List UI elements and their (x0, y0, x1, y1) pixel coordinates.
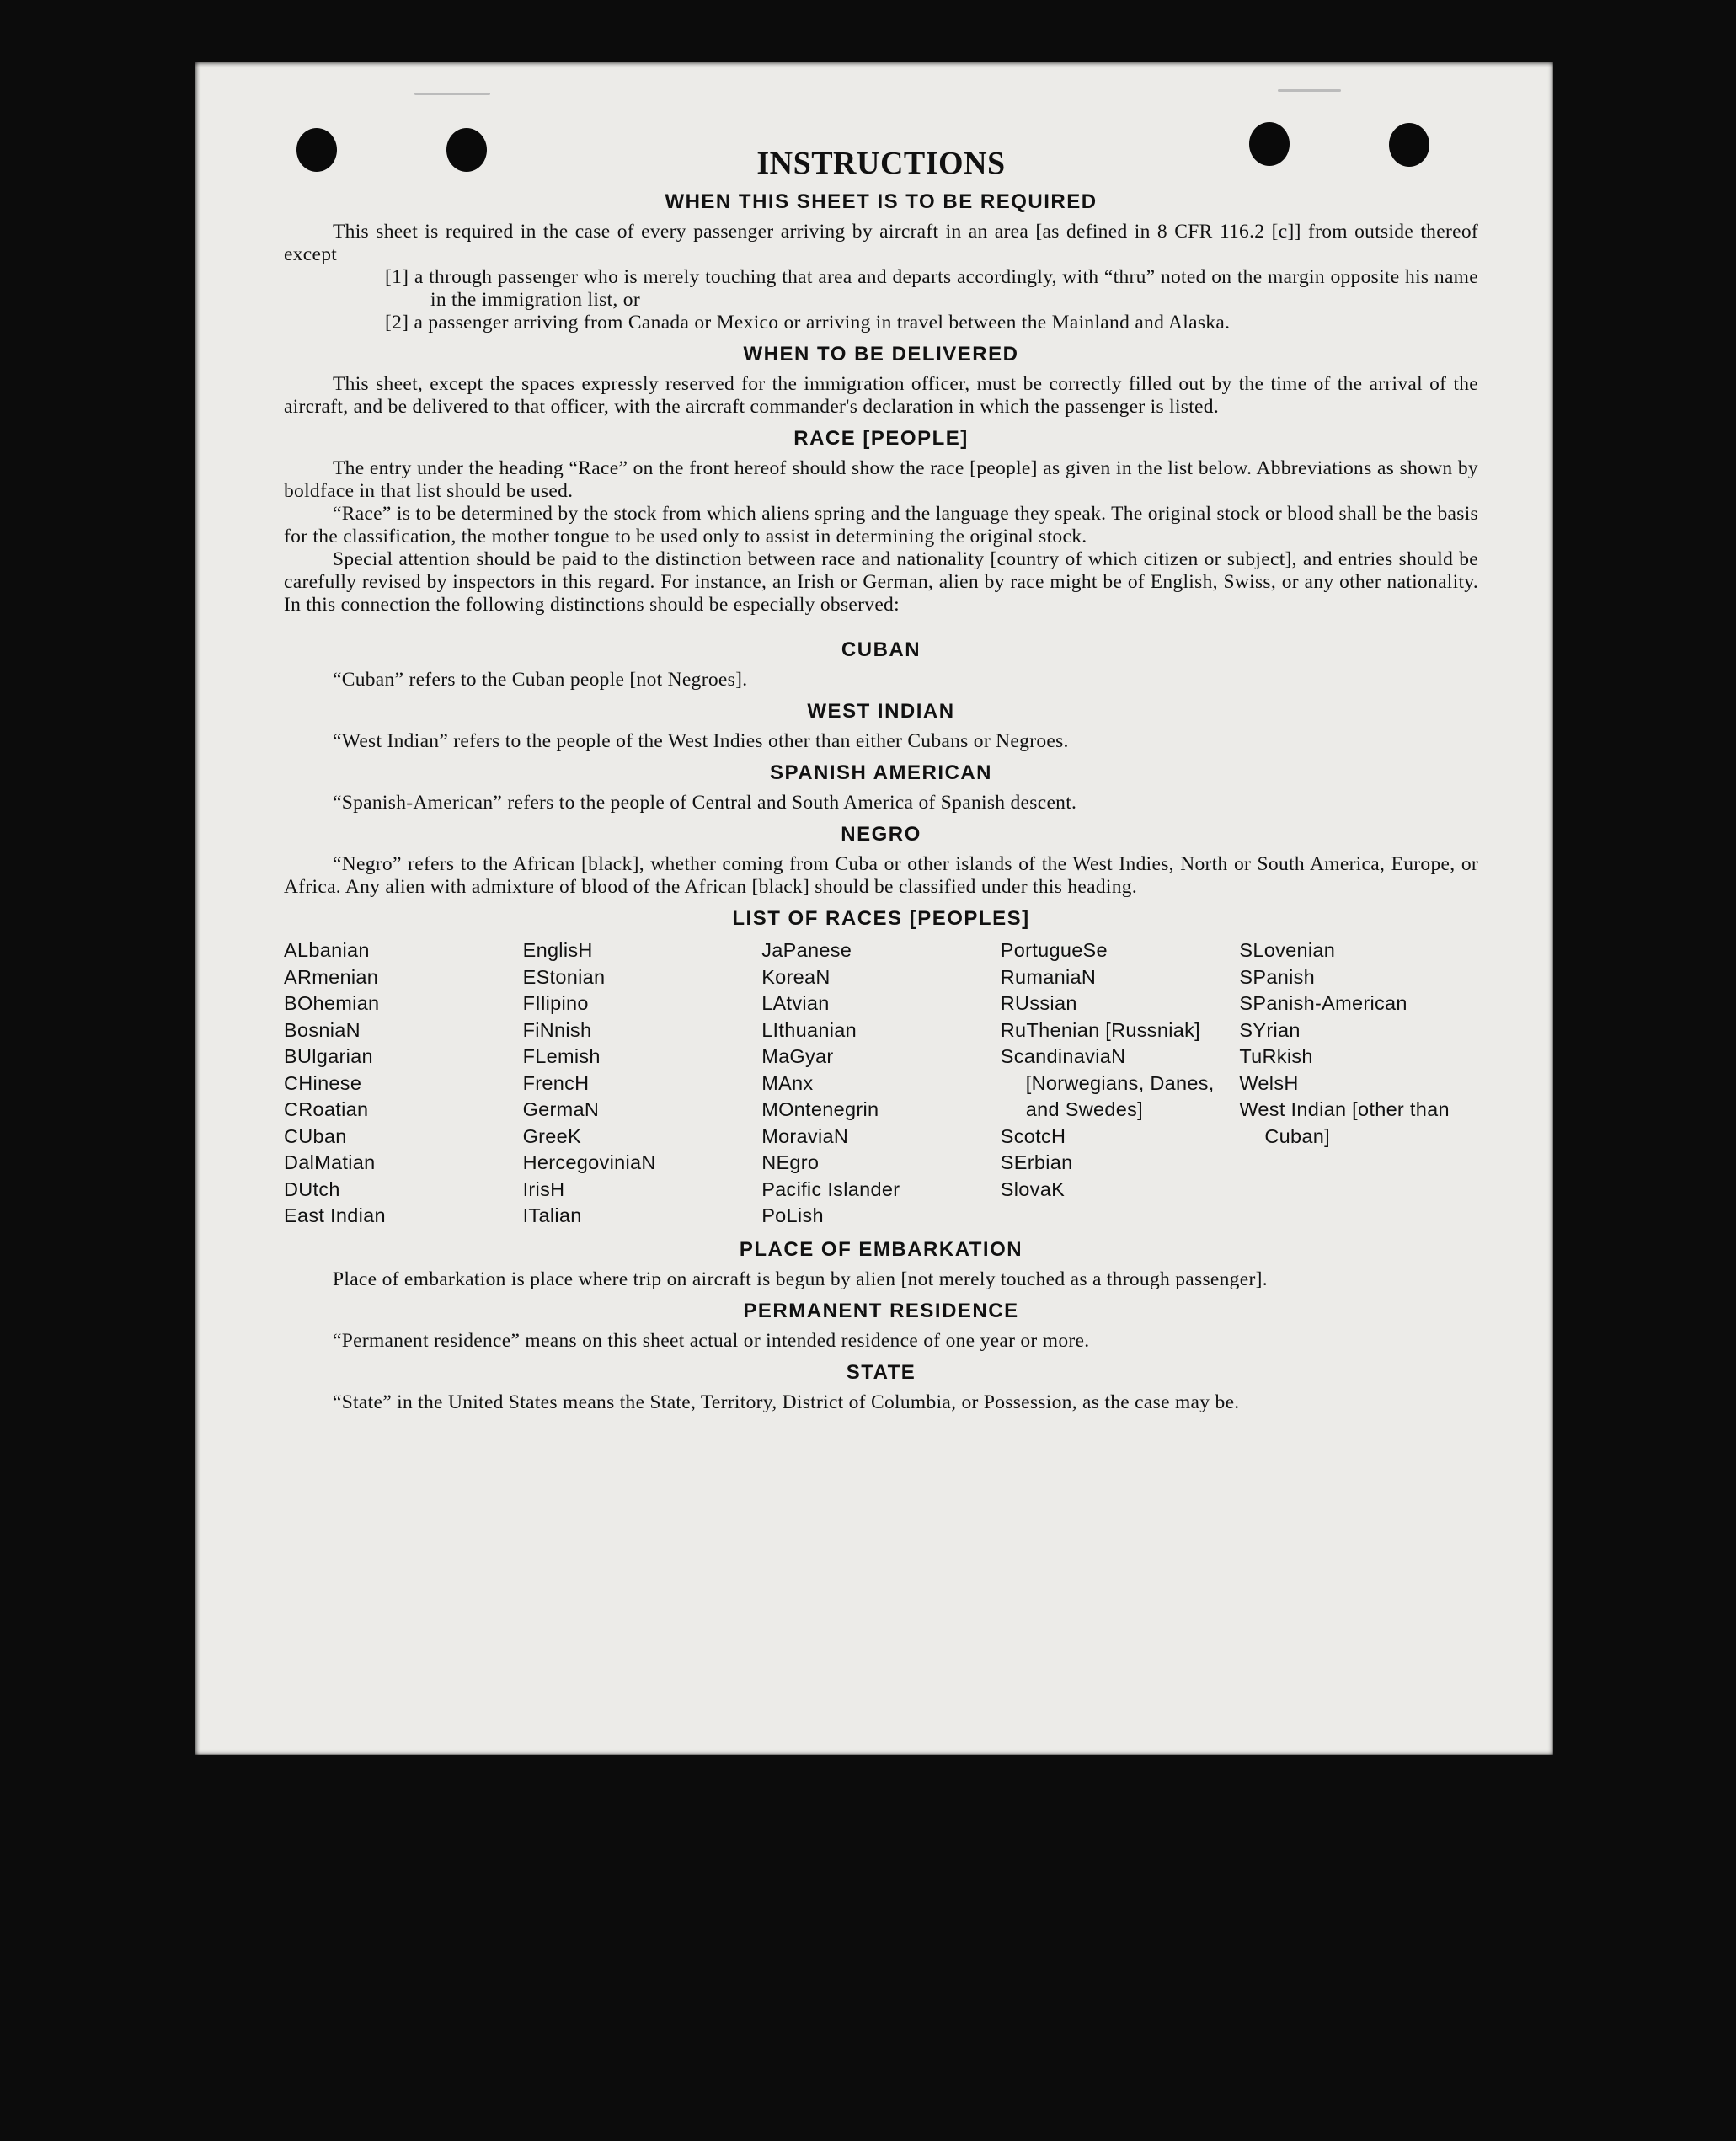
race-paragraph-1: The entry under the heading “Race” on the front hereof should show the race [people] as given in the list below. Abbreviations as shown by boldface in that list should be used. (284, 457, 1478, 502)
section-heading-west-indian: WEST INDIAN (807, 700, 955, 723)
race-item: BUlgarian (284, 1045, 373, 1067)
race-item: IrisH (522, 1177, 565, 1200)
race-item: FLemish (522, 1045, 601, 1067)
race-item: ALbanian (284, 939, 370, 961)
section-heading-delivered: WHEN TO BE DELIVERED (743, 343, 1019, 366)
races-list (284, 937, 1478, 1230)
section-heading-state: STATE (846, 1360, 916, 1384)
race-item: PoLish (761, 1204, 824, 1226)
race-item: TuRkish (1239, 1045, 1313, 1067)
race-item: ScandinaviaN [Norwegians, Danes, and Swedes] (1000, 1045, 1215, 1120)
race-item: SPanish-American (1239, 992, 1407, 1014)
race-paragraph-3: Special attention should be paid to the distinction between race and nationality [country of which citizen or subject], and entries should be carefully revised by inspectors in this regard. For instance, an Irish or German, alien by race might be of English, Swiss, or any other nationality. In this connection the following distinctions should be especially observed: (284, 548, 1478, 616)
section-heading-embarkation: PLACE OF EMBARKATION (739, 1237, 1023, 1261)
race-item: SPanish (1239, 965, 1316, 988)
race-item: MaGyar (761, 1045, 834, 1067)
race-item: CRoatian (284, 1098, 369, 1120)
race-item: NEgro (761, 1151, 820, 1173)
race-item: RumaniaN (1000, 965, 1097, 988)
race-item: SlovaK (1000, 1177, 1066, 1200)
race-item: RuThenian [Russniak] (1000, 1018, 1200, 1041)
section-heading-cuban: CUBAN (841, 638, 921, 661)
required-item-2: [2] a passenger arriving from Canada or Mexico or arriving in travel between the Mainland and Alaska. (385, 312, 1231, 334)
paper-mark (414, 93, 490, 95)
races-column (761, 937, 1001, 1230)
race-item: FiNnish (522, 1018, 592, 1041)
race-item: CHinese (284, 1071, 362, 1094)
races-column (1239, 937, 1478, 1230)
race-item: East Indian (284, 1204, 386, 1226)
race-item: DUtch (284, 1177, 340, 1200)
race-item: SLovenian (1239, 939, 1336, 961)
section-heading-residence: PERMANENT RESIDENCE (743, 1299, 1019, 1322)
race-item: EnglisH (522, 939, 593, 961)
instructions-content (284, 145, 1478, 1414)
section-heading-races-list: LIST OF RACES [PEOPLES] (732, 907, 1030, 930)
cuban-paragraph: “Cuban” refers to the Cuban people [not Negroes]. (333, 669, 748, 691)
instruction-sheet (195, 62, 1553, 1755)
race-item: EStonian (522, 965, 606, 988)
race-item: LAtvian (761, 992, 830, 1014)
race-item: GermaN (522, 1098, 600, 1120)
spanish-american-paragraph: “Spanish-American” refers to the people of Central and South America of Spanish descent. (333, 792, 1077, 814)
race-item: DalMatian (284, 1151, 376, 1173)
race-item: MoraviaN (761, 1124, 849, 1147)
race-item: Pacific Islander (761, 1177, 900, 1200)
race-item: GreeK (522, 1124, 582, 1147)
race-item: LIthuanian (761, 1018, 857, 1041)
race-item: West Indian [other than Cuban] (1239, 1098, 1450, 1147)
race-item: BOhemian (284, 992, 380, 1014)
races-column (523, 937, 762, 1230)
races-column (284, 937, 523, 1230)
race-item: HercegoviniaN (522, 1151, 656, 1173)
race-item: MOntenegrin (761, 1098, 879, 1120)
race-item: PortugueSe (1000, 939, 1108, 961)
race-item: CUban (284, 1124, 347, 1147)
race-item: WelsH (1239, 1071, 1299, 1094)
race-item: FIlipino (522, 992, 589, 1014)
required-paragraph: This sheet is required in the case of every passenger arriving by aircraft in an area [as defined in 8 CFR 116.2 [c]] from outside thereof except (284, 221, 1478, 265)
race-item: MAnx (761, 1071, 814, 1094)
paper-mark (1278, 89, 1341, 92)
race-item: SYrian (1239, 1018, 1301, 1041)
race-item: ARmenian (284, 965, 379, 988)
race-item: RUssian (1000, 992, 1077, 1014)
section-heading-required: WHEN THIS SHEET IS TO BE REQUIRED (665, 190, 1098, 213)
races-column (1001, 937, 1240, 1230)
race-paragraph-2: “Race” is to be determined by the stock from which aliens spring and the language they speak. The original stock or blood shall be the basis for the classification, the mother tongue to be used only to assist in determining the original stock. (284, 503, 1478, 547)
race-item: KoreaN (761, 965, 831, 988)
residence-paragraph: “Permanent residence” means on this sheet actual or intended residence of one year or more. (333, 1329, 1090, 1352)
page-title: INSTRUCTIONS (756, 146, 1006, 181)
negro-paragraph: “Negro” refers to the African [black], whether coming from Cuba or other islands of the West Indies, North or South America, Europe, or Africa. Any alien with admixture of blood of the African [black] should be classified under this heading. (284, 853, 1478, 898)
section-heading-negro: NEGRO (841, 823, 921, 846)
embarkation-paragraph: Place of embarkation is place where trip on aircraft is begun by alien [not merely touched as a through passenger]. (333, 1268, 1268, 1290)
race-item: BosniaN (284, 1018, 361, 1041)
delivered-paragraph: This sheet, except the spaces expressly reserved for the immigration officer, must be correctly filled out by the time of the arrival of the aircraft, and be delivered to that officer, with the aircraft commander's declaration in which the passenger is listed. (284, 373, 1478, 418)
race-item: ITalian (522, 1204, 582, 1226)
race-item: SErbian (1000, 1151, 1073, 1173)
west-indian-paragraph: “West Indian” refers to the people of the West Indies other than either Cubans or Negroes. (333, 730, 1069, 752)
race-item: ScotcH (1000, 1124, 1066, 1147)
race-item: FrencH (522, 1071, 590, 1094)
section-heading-spanish-american: SPANISH AMERICAN (769, 761, 992, 784)
section-heading-race: RACE [PEOPLE] (793, 427, 969, 450)
required-item-1: [1] a through passenger who is merely touching that area and departs accordingly, with “thru” noted on the margin opposite his name in the immigration list, or (385, 266, 1478, 311)
state-paragraph: “State” in the United States means the State, Territory, District of Columbia, or Possession, as the case may be. (333, 1391, 1240, 1413)
race-item: JaPanese (761, 939, 852, 961)
